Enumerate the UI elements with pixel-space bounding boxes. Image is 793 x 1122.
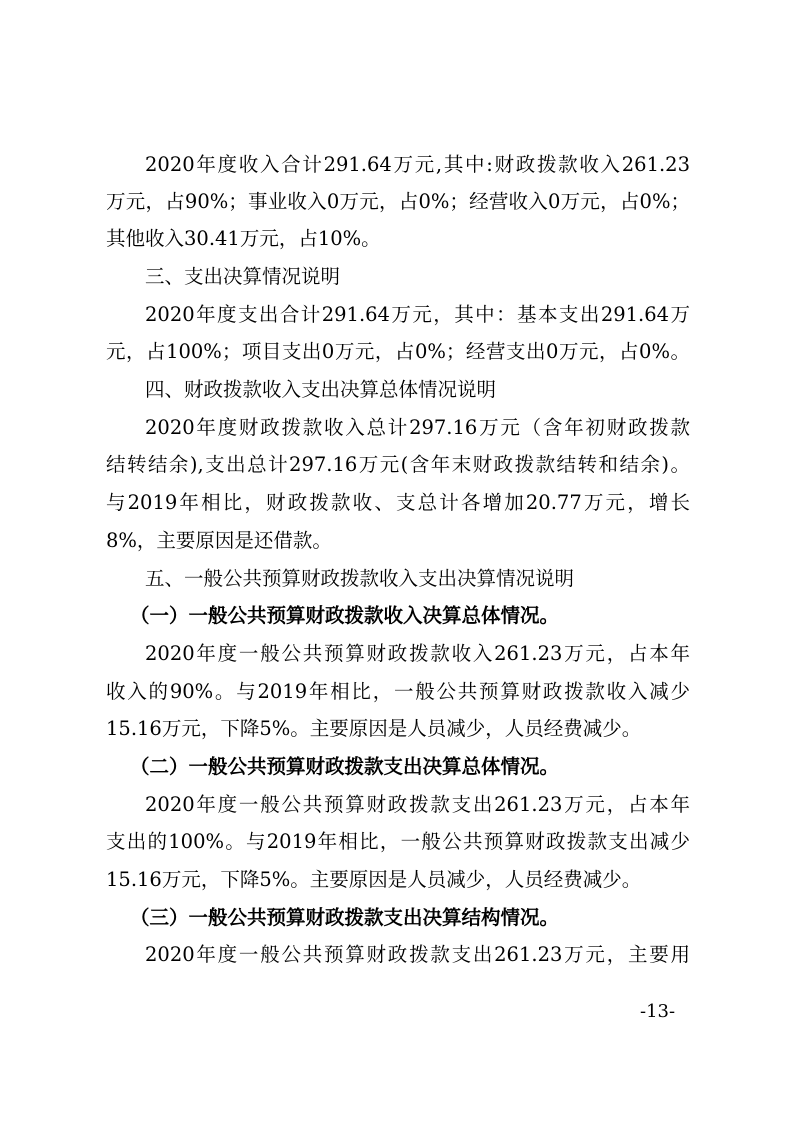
paragraph-line: 收入的90%。与2019年相比，一般公共预算财政拨款收入减少 bbox=[106, 680, 690, 703]
paragraph-line: 万元，占90%；事业收入0万元，占0%；经营收入0万元，占0%； bbox=[106, 190, 690, 213]
paragraph-line: 2020年度一般公共预算财政拨款支出261.23万元，主要用 bbox=[145, 943, 690, 966]
subsection-heading: （一）一般公共预算财政拨款收入决算总体情况。 bbox=[130, 604, 560, 627]
subsection-heading: （二）一般公共预算财政拨款支出决算总体情况。 bbox=[130, 755, 560, 778]
paragraph-line: 其他收入30.41万元，占10%。 bbox=[106, 227, 381, 250]
paragraph-line: 15.16万元，下降5%。主要原因是人员减少，人员经费减少。 bbox=[106, 868, 642, 891]
paragraph-line: 2020年度一般公共预算财政拨款支出261.23万元，占本年 bbox=[145, 793, 690, 816]
paragraph-line: 2020年度支出合计291.64万元，其中：基本支出291.64万 bbox=[145, 303, 690, 326]
paragraph-line: 2020年度一般公共预算财政拨款收入261.23万元，占本年 bbox=[145, 642, 690, 665]
paragraph-line: 元，占100%；项目支出0万元，占0%；经营支出0万元，占0%。 bbox=[106, 340, 690, 363]
paragraph-line: 与2019年相比，财政拨款收、支总计各增加20.77万元，增长 bbox=[106, 491, 690, 514]
section-heading: 四、财政拨款收入支出决算总体情况说明 bbox=[145, 378, 497, 401]
section-heading: 五、一般公共预算财政拨款收入支出决算情况说明 bbox=[145, 567, 575, 590]
paragraph-line: 结转结余),支出总计297.16万元(含年末财政拨款结转和结余)。 bbox=[106, 453, 690, 476]
paragraph-line: 8%，主要原因是还借款。 bbox=[106, 529, 332, 552]
paragraph-line: 2020年度收入合计291.64万元,其中:财政拨款收入261.23 bbox=[145, 153, 690, 176]
paragraph-line: 15.16万元，下降5%。主要原因是人员减少，人员经费减少。 bbox=[106, 717, 642, 740]
section-heading: 三、支出决算情况说明 bbox=[145, 265, 341, 288]
paragraph-line: 支出的100%。与2019年相比，一般公共预算财政拨款支出减少 bbox=[106, 830, 690, 853]
paragraph-line: 2020年度财政拨款收入总计297.16万元（含年初财政拨款 bbox=[145, 416, 690, 439]
subsection-heading: （三）一般公共预算财政拨款支出决算结构情况。 bbox=[130, 906, 560, 929]
page-number: -13- bbox=[640, 1001, 676, 1022]
